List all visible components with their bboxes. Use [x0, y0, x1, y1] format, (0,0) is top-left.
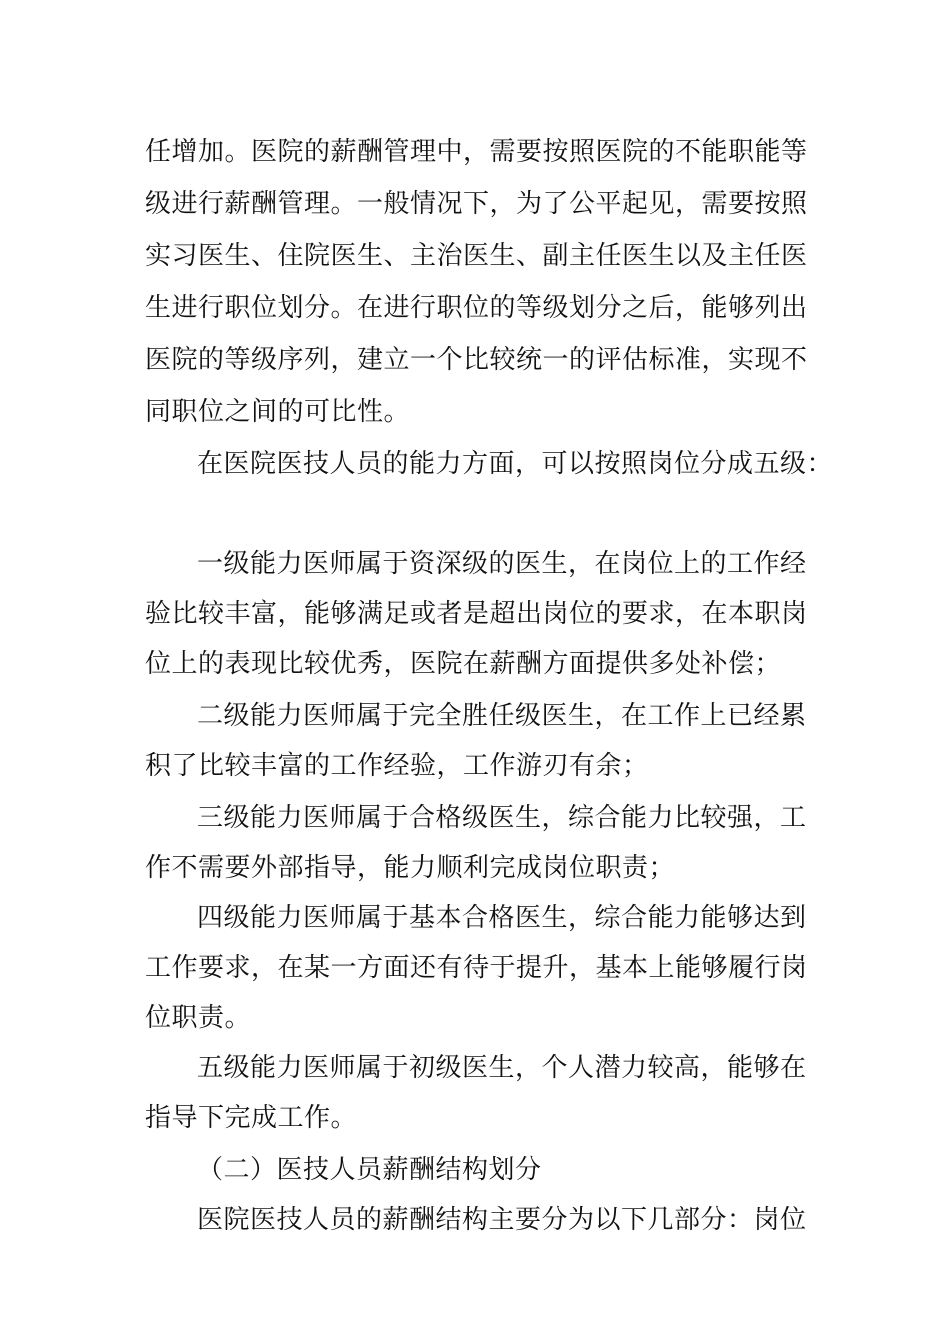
text-line: 医院医技人员的薪酬结构主要分为以下几部分：岗位 — [197, 1205, 807, 1235]
text-line: 三级能力医师属于合格级医生，综合能力比较强，工 — [197, 803, 807, 833]
text-line: 级进行薪酬管理。一般情况下，为了公平起见，需要按照 — [145, 189, 808, 219]
text-line: 二级能力医师属于完全胜任级医生，在工作上已经累 — [197, 701, 807, 731]
text-line: 验比较丰富，能够满足或者是超出岗位的要求，在本职岗 — [145, 599, 808, 629]
section-heading: （二）医技人员薪酬结构划分 — [197, 1155, 542, 1185]
text-line: 医院的等级序列，建立一个比较统一的评估标准，实现不 — [145, 345, 808, 375]
text-line: 生进行职位划分。在进行职位的等级划分之后，能够列出 — [145, 293, 808, 323]
text-line: 作不需要外部指导，能力顺利完成岗位职责； — [145, 853, 676, 883]
text-line: 四级能力医师属于基本合格医生，综合能力能够达到 — [197, 903, 807, 933]
text-line: 指导下完成工作。 — [145, 1103, 358, 1133]
text-line: 一级能力医师属于资深级的医生，在岗位上的工作经 — [197, 549, 807, 579]
text-line: 任增加。医院的薪酬管理中，需要按照医院的不能职能等 — [145, 137, 808, 167]
text-line: 在医院医技人员的能力方面，可以按照岗位分成五级： — [197, 449, 834, 479]
text-line: 积了比较丰富的工作经验，工作游刃有余； — [145, 751, 649, 781]
text-line: 实习医生、住院医生、主治医生、副主任医生以及主任医 — [145, 241, 808, 271]
text-line: 位上的表现比较优秀，医院在薪酬方面提供多处补偿； — [145, 649, 782, 679]
text-line: 位职责。 — [145, 1003, 252, 1033]
text-line: 五级能力医师属于初级医生，个人潜力较高，能够在 — [197, 1053, 807, 1083]
text-line: 同职位之间的可比性。 — [145, 397, 411, 427]
text-line: 工作要求，在某一方面还有待于提升，基本上能够履行岗 — [145, 953, 808, 983]
